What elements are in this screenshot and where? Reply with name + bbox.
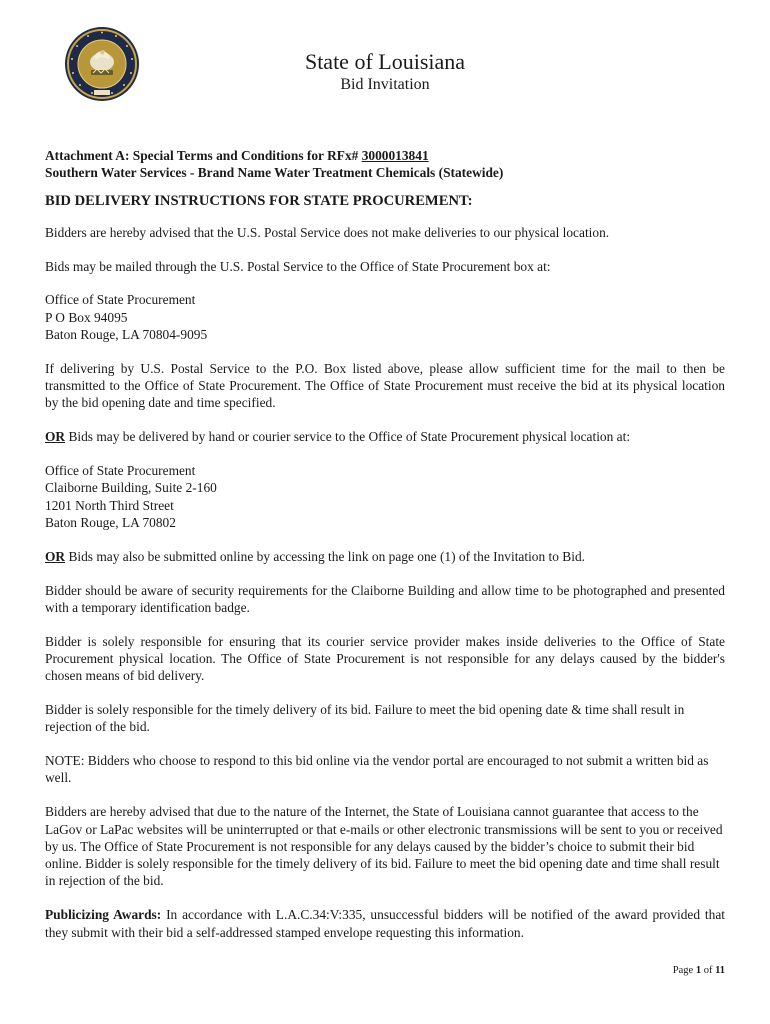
document-subtitle: Bid Invitation	[340, 76, 430, 93]
paragraph-po-box-timing: If delivering by U.S. Postal Service to the P.O. Box listed above, please allow sufficient time for the mail to then be transmitted to the Office of State Procurement. The Office of State Procurement must receive the bid at its physical location by the bid opening date and time specified.	[45, 360, 725, 411]
paragraph-security: Bidder should be aware of security requirements for the Claiborne Building and allow time to be photographed and presented with a temporary identification badge.	[45, 582, 725, 615]
page-of: of	[701, 965, 716, 976]
paragraph-timely-delivery: Bidder is solely responsible for the timely delivery of its bid. Failure to meet the bid opening date & time shall result in rejection of the bid.	[45, 702, 685, 735]
physical-address	[45, 462, 725, 531]
address-line: Office of State Procurement	[45, 463, 196, 479]
online-submission-text: Bids may also be submitted online by accessing the link on page one (1) of the Invitation to Bid.	[65, 548, 586, 564]
publicizing-awards-label: Publicizing Awards:	[45, 907, 162, 923]
paragraph-publicizing-awards	[45, 906, 725, 941]
or-label: OR	[45, 548, 66, 564]
document-title: State of Louisiana	[304, 49, 466, 74]
attachment-line-1	[45, 147, 725, 164]
hand-delivery-text: Bids may be delivered by hand or courier service to the Office of State Procurement physical location at:	[65, 429, 631, 445]
address-line: Baton Rouge, LA 70804-9095	[45, 327, 208, 343]
address-line: P O Box 94095	[45, 309, 128, 325]
or-label: OR	[45, 429, 66, 445]
page-total: 11	[715, 965, 725, 976]
address-line: 1201 North Third Street	[45, 497, 174, 513]
page-current: 1	[695, 965, 702, 976]
paragraph-note: NOTE: Bidders who choose to respond to this bid online via the vendor portal are encouraged to not submit a written bid as well.	[45, 753, 709, 786]
document-body	[45, 147, 725, 941]
publicizing-awards-text: In accordance with L.A.C.34:V:335, unsuccessful bidders will be notified of the award provided that they submit with their bid a self-addressed stamped envelope requesting this information.	[45, 907, 726, 940]
section-title: BID DELIVERY INSTRUCTIONS FOR STATE PROCUREMENT:	[45, 192, 473, 209]
attachment-line-2: Southern Water Services - Brand Name Water Treatment Chemicals (Statewide)	[45, 165, 504, 181]
address-line: Office of State Procurement	[45, 292, 196, 308]
paragraph-hand-delivery	[45, 428, 725, 445]
address-line: Claiborne Building, Suite 2-160	[45, 480, 217, 496]
attachment-prefix: Attachment A: Special Terms and Conditions for RFx#	[45, 148, 362, 163]
paragraph-courier: Bidder is solely responsible for ensuring that its courier service provider makes inside deliveries to the Office of State Procurement physical location. The Office of State Procurement is not responsible for any delays caused by the bidder's chosen means of bid delivery.	[45, 633, 725, 684]
paragraph-internet-disclaimer: Bidders are hereby advised that due to the nature of the Internet, the State of Louisiana cannot guarantee that access to the LaGov or LaPac websites will be uninterrupted or that e-mails or other electronic transmissions will be sent to you or received by us. The Office of State Procurement is not responsible for any delays caused by the bidder’s choice to submit their bid online. Bidder is solely responsible for the timely delivery of its bid. Failure to meet the bid opening date and time shall result in rejection of the bid.	[45, 804, 723, 889]
paragraph-mail-instructions: Bids may be mailed through the U.S. Postal Service to the Office of State Procurement box at:	[45, 258, 551, 274]
mailing-address	[45, 291, 725, 343]
rfx-number: 3000013841	[361, 148, 429, 163]
paragraph-online-submission	[45, 548, 725, 565]
page-number	[673, 965, 725, 976]
page-word: Page	[672, 965, 696, 976]
address-line: Baton Rouge, LA 70802	[45, 514, 176, 530]
paragraph-postal-notice: Bidders are hereby advised that the U.S. Postal Service does not make deliveries to our physical location.	[45, 224, 610, 240]
